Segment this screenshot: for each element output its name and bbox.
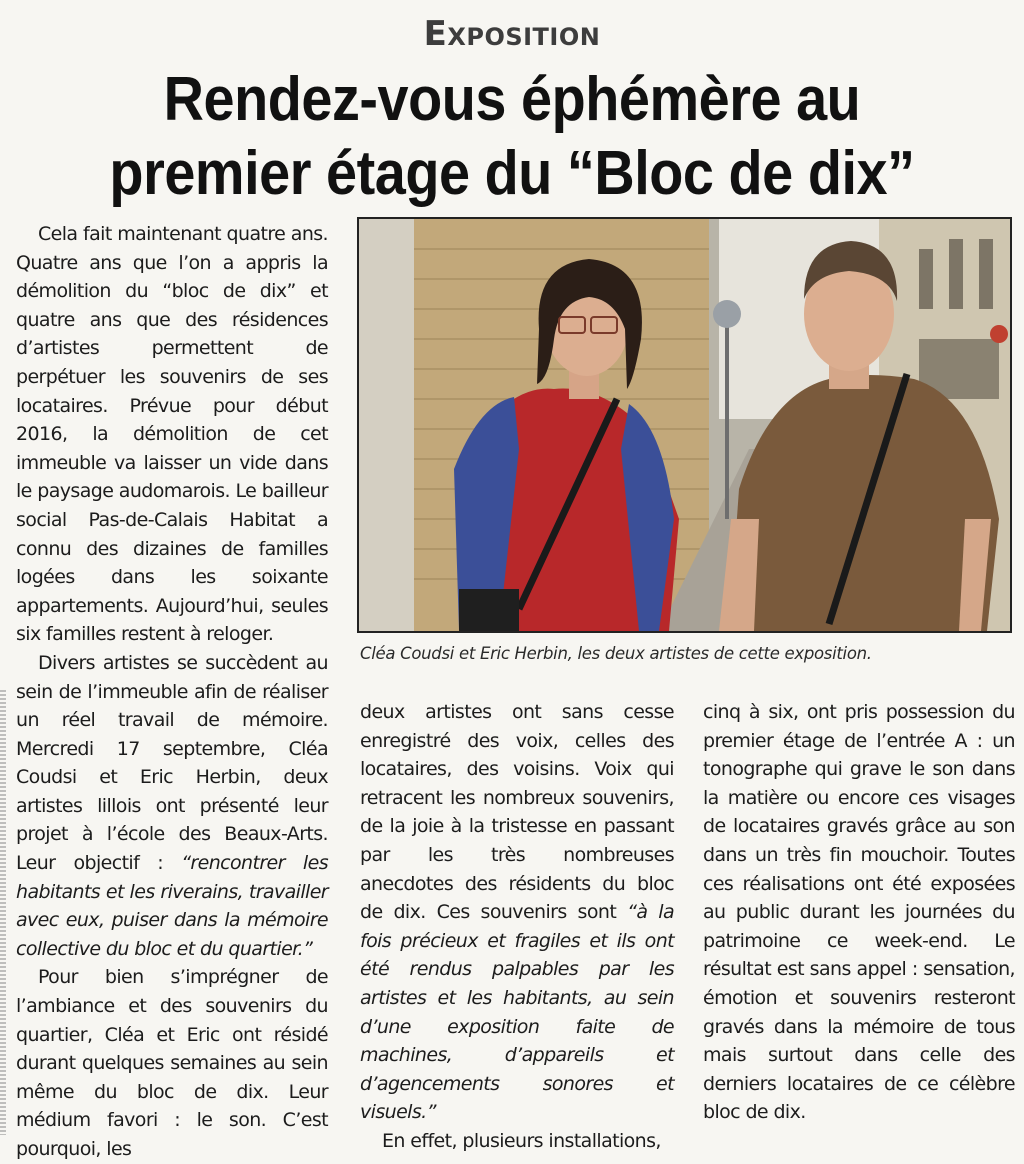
paragraph: Cela fait maintenant quatre ans. Quatre ans que l’on a appris la démolition du “bloc de dix” et quatre ans que des résidences d’artistes permettent de perpétuer les souvenirs de ses locataires. Prévue pour début 2016, la démolition de cet immeuble va laisser un vide dans le paysage audomarois. Le bailleur social Pas-de-Calais Habitat a connu des dizaines de familles logées dans les soixante appartements. Aujourd’hui, seules six familles restent à reloger. [16,223,328,646]
paragraph [16,649,328,964]
photo-caption: Cléa Coudsi et Eric Herbin, les deux artistes de cette exposition. [360,644,872,663]
paragraph [360,698,674,1127]
article-photo [357,217,1012,633]
section-rubric: Exposition [423,14,601,54]
paragraph: Pour bien s’imprégner de l’ambiance et des souvenirs du quartier, Cléa et Eric ont résidé durant quelques semaines au sein même du bloc de dix. Leur médium favori : le son. C’est pourquoi, les [16,966,328,1160]
quote: “à la fois précieux et fragiles et ils ont été rendus palpables par les artistes et les habitants, au sein d’une exposition faite de machines, d’appareils et d’agencements sonores et visuels.” [360,901,674,1124]
headline-line-1: Rendez-vous éphémère au [163,65,861,134]
article-column-2 [360,698,674,1156]
headline-line-2: premier étage du “Bloc de dix” [109,139,915,208]
quote: “rencontrer les habitants et les riverains, travailler avec eux, puiser dans la mémoire collective du bloc et du quartier.” [16,852,329,960]
paragraph: En effet, plusieurs installations, [382,1129,661,1152]
paragraph: cinq à six, ont pris possession du premier étage de l’entrée A : un tonographe qui grave le son dans la matière ou encore ces visages de locataires gravés grâce au son dans un très fin mouchoir. Toutes ces réalisations ont été exposées au public durant les journées du patrimoine ce week-end. Le résultat est sans appel : sensation, émotion et souvenirs resteront gravés dans la mémoire de tous mais surtout dans celle des derniers locataires de ce célèbre bloc de dix. [703,701,1015,1124]
article-column-3 [703,698,1015,1127]
paragraph-text: deux artistes ont sans cesse enregistré des voix, celles des locataires, des voisins. Voix qui retracent les nombreux souvenirs, de la joie à la tristesse en passant par les très nombreuses anecdotes des résidents du bloc de dix. Ces souvenirs sont [360,701,674,924]
column-rule [0,690,6,1135]
article-column-1 [16,220,328,1164]
paragraph-text: Divers artistes se succèdent au sein de l’immeuble afin de réaliser un réel travail de mémoire. Mercredi 17 septembre, Cléa Coudsi et Eric Herbin, deux artistes lillois ont présenté leur projet à l’école des Beaux-Arts. Leur objectif : [16,651,328,875]
